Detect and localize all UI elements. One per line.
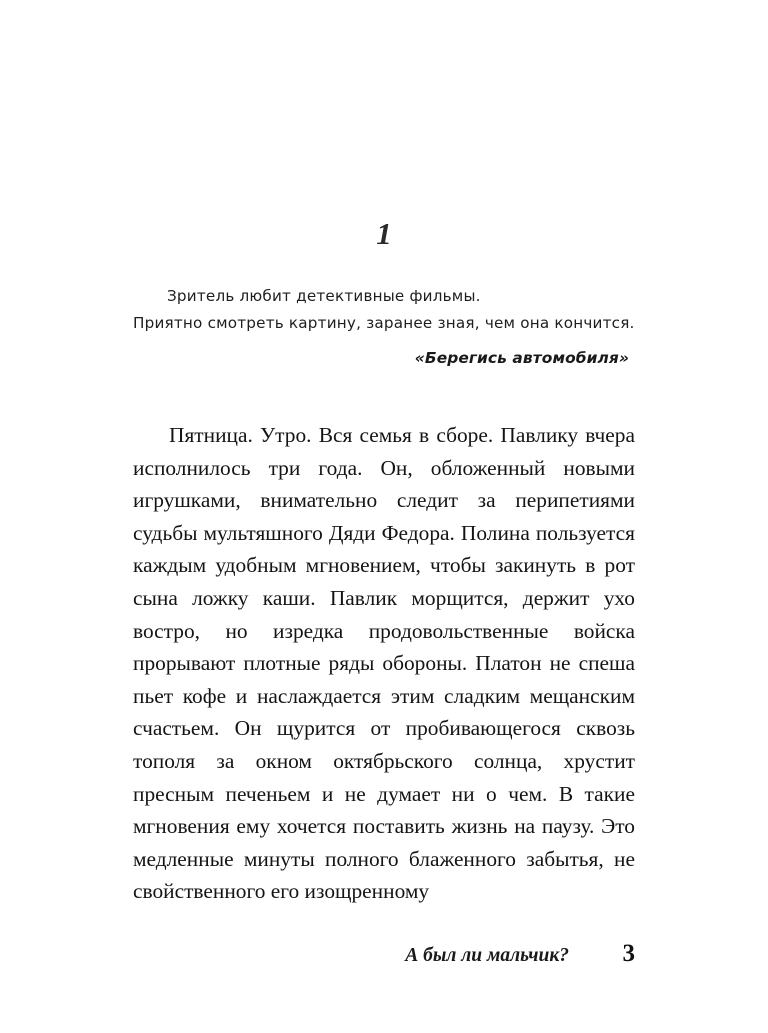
page-number: 3	[622, 940, 635, 967]
epigraph-source: «Берегись автомобиля»	[414, 349, 629, 367]
epigraph-line-3: чем она кончится.	[484, 314, 635, 332]
epigraph-line-1: Зритель любит детективные фильмы.	[167, 287, 481, 305]
page-footer	[133, 940, 635, 968]
epigraph-text	[133, 283, 635, 337]
chapter-number: 1	[376, 216, 392, 251]
body-paragraph: Пятница. Утро. Вся семья в сборе. Павлику вчера исполнилось три года. Он, обложенный новыми игрушками, внимательно следит за перипетиями судьбы мультяшного Дяди Федора. Полина пользуется каждым удобным мгновением, чтобы закинуть в рот сына ложку каши. Павлик морщится, держит ухо востро, но изредка продовольственные войска прорывают плотные ряды обороны. Платон не спеша пьет кофе и наслаждается этим сладким мещанским счастьем. Он щурится от пробивающегося сквозь тополя за окном октябрьского солнца, хрустит пресным печеньем и не думает ни о чем. В такие мгновения ему хочется поставить жизнь на паузу. Это медленные минуты полного блаженного забытья, не свойственного его изощренному	[133, 423, 635, 904]
page-content	[133, 0, 635, 929]
running-title: А был ли мальчик?	[405, 945, 569, 966]
epigraph-line-2: Приятно смотреть картину, заранее зная,	[133, 314, 480, 332]
